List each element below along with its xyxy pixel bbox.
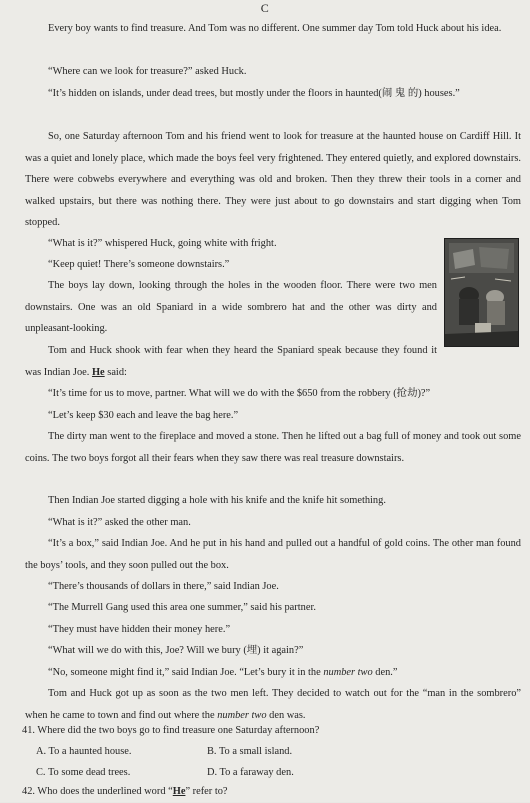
paragraph-8	[25, 340, 437, 383]
option-41-b: B. To a small island.	[207, 746, 293, 757]
option-41-a: A. To a haunted house.	[36, 746, 132, 757]
question-42-stem	[22, 781, 518, 803]
paragraph-16: “The Murrell Gang used this area one summer,” said his partner.	[48, 602, 316, 613]
paragraph-12: Then Indian Joe started digging a hole with his knife and the knife hit something.	[48, 495, 386, 506]
paragraph-10: “Let’s keep $30 each and leave the bag here.”	[48, 410, 239, 421]
paragraph-20-text: Tom and Huck got up as soon as the two men left. They decided to watch out for the “man in the sombrero” when he came to town and find out where the	[25, 688, 521, 721]
paragraph-15: “There’s thousands of dollars in there,” said Indian Joe.	[48, 581, 279, 592]
paragraph-7: The boys lay down, looking through the holes in the wooden floor. There were two men downstairs. One was an old Spaniard in a wide sombrero hat and the other was dirty and unpleasant-looking.	[25, 280, 437, 335]
paragraph-14: “It’s a box,” said Indian Joe. And he put in his hand and pulled out a handful of gold coins. The other man found the boys’ tools, and they soon pulled out the box.	[25, 538, 521, 571]
option-41-c: C. To some dead trees.	[36, 767, 131, 778]
paragraph-19-text: “No, someone might find it,” said Indian Joe. “Let’s bury it in the	[48, 667, 321, 678]
paragraph-8-tail: said:	[107, 366, 127, 378]
question-41-stem: 41. Where did the two boys go to find treasure one Saturday afternoon?	[22, 725, 320, 736]
illustration-drawing	[445, 239, 518, 346]
paragraph-4: So, one Saturday afternoon Tom and his friend went to look for treasure at the haunted house on Cardiff Hill. It was a quiet and lonely place, which made the boys feel very frightened. They entered quietly, and explored downstairs. There were cobwebs everywhere and everything was old and broken. Then they threw their tools in a corner and walked upstairs, but there was nothing there. They were just about to go downstairs and start digging when Tom stopped.	[25, 131, 521, 229]
paragraph-3: “It’s hidden on islands, under dead trees, but mostly under the floors in haunted(闹 鬼 的) houses.”	[48, 88, 460, 99]
italic-phrase-1: number two	[323, 667, 373, 678]
paragraph-17: “They must have hidden their money here.”	[48, 624, 231, 635]
paragraph-1: Every boy wants to find treasure. And Tom was no different. One summer day Tom told Huck about his idea.	[48, 23, 502, 34]
paragraph-11: The dirty man went to the fireplace and moved a stone. Then he lifted out a bag full of money and took out some coins. The two boys forgot all their fears when they saw there was real treasure downstairs.	[25, 431, 521, 464]
question-42-word: He	[172, 786, 186, 797]
paragraph-6: “Keep quiet! There’s someone downstairs.”	[48, 259, 230, 270]
option-41-d: D. To a faraway den.	[207, 767, 294, 778]
section-heading: C	[260, 1, 270, 15]
paragraph-5: “What is it?” whispered Huck, going white with fright.	[48, 238, 277, 249]
underlined-word: He	[91, 366, 105, 378]
paragraph-18: “What will we do with this, Joe? Will we bury (埋) it again?”	[48, 645, 304, 656]
paragraph-20-tail: den was.	[269, 709, 306, 721]
question-42-suffix: ” refer to?	[185, 786, 228, 797]
paragraph-8-text: Tom and Huck shook with fear when they heard the Spaniard speak because they found it was Indian Joe.	[25, 345, 437, 378]
paragraph-19-tail: den.”	[375, 667, 398, 678]
paragraph-13: “What is it?” asked the other man.	[48, 517, 191, 528]
paragraph-9: “It’s time for us to move, partner. What will we do with the $650 from the robbery (抢劫)?”	[48, 388, 431, 399]
question-42-prefix: 42. Who does the underlined word “	[22, 786, 173, 797]
paragraph-2: “Where can we look for treasure?” asked Huck.	[48, 66, 247, 77]
story-illustration	[444, 238, 519, 347]
italic-phrase-2: number two	[217, 709, 267, 721]
paragraph-19	[25, 662, 521, 684]
